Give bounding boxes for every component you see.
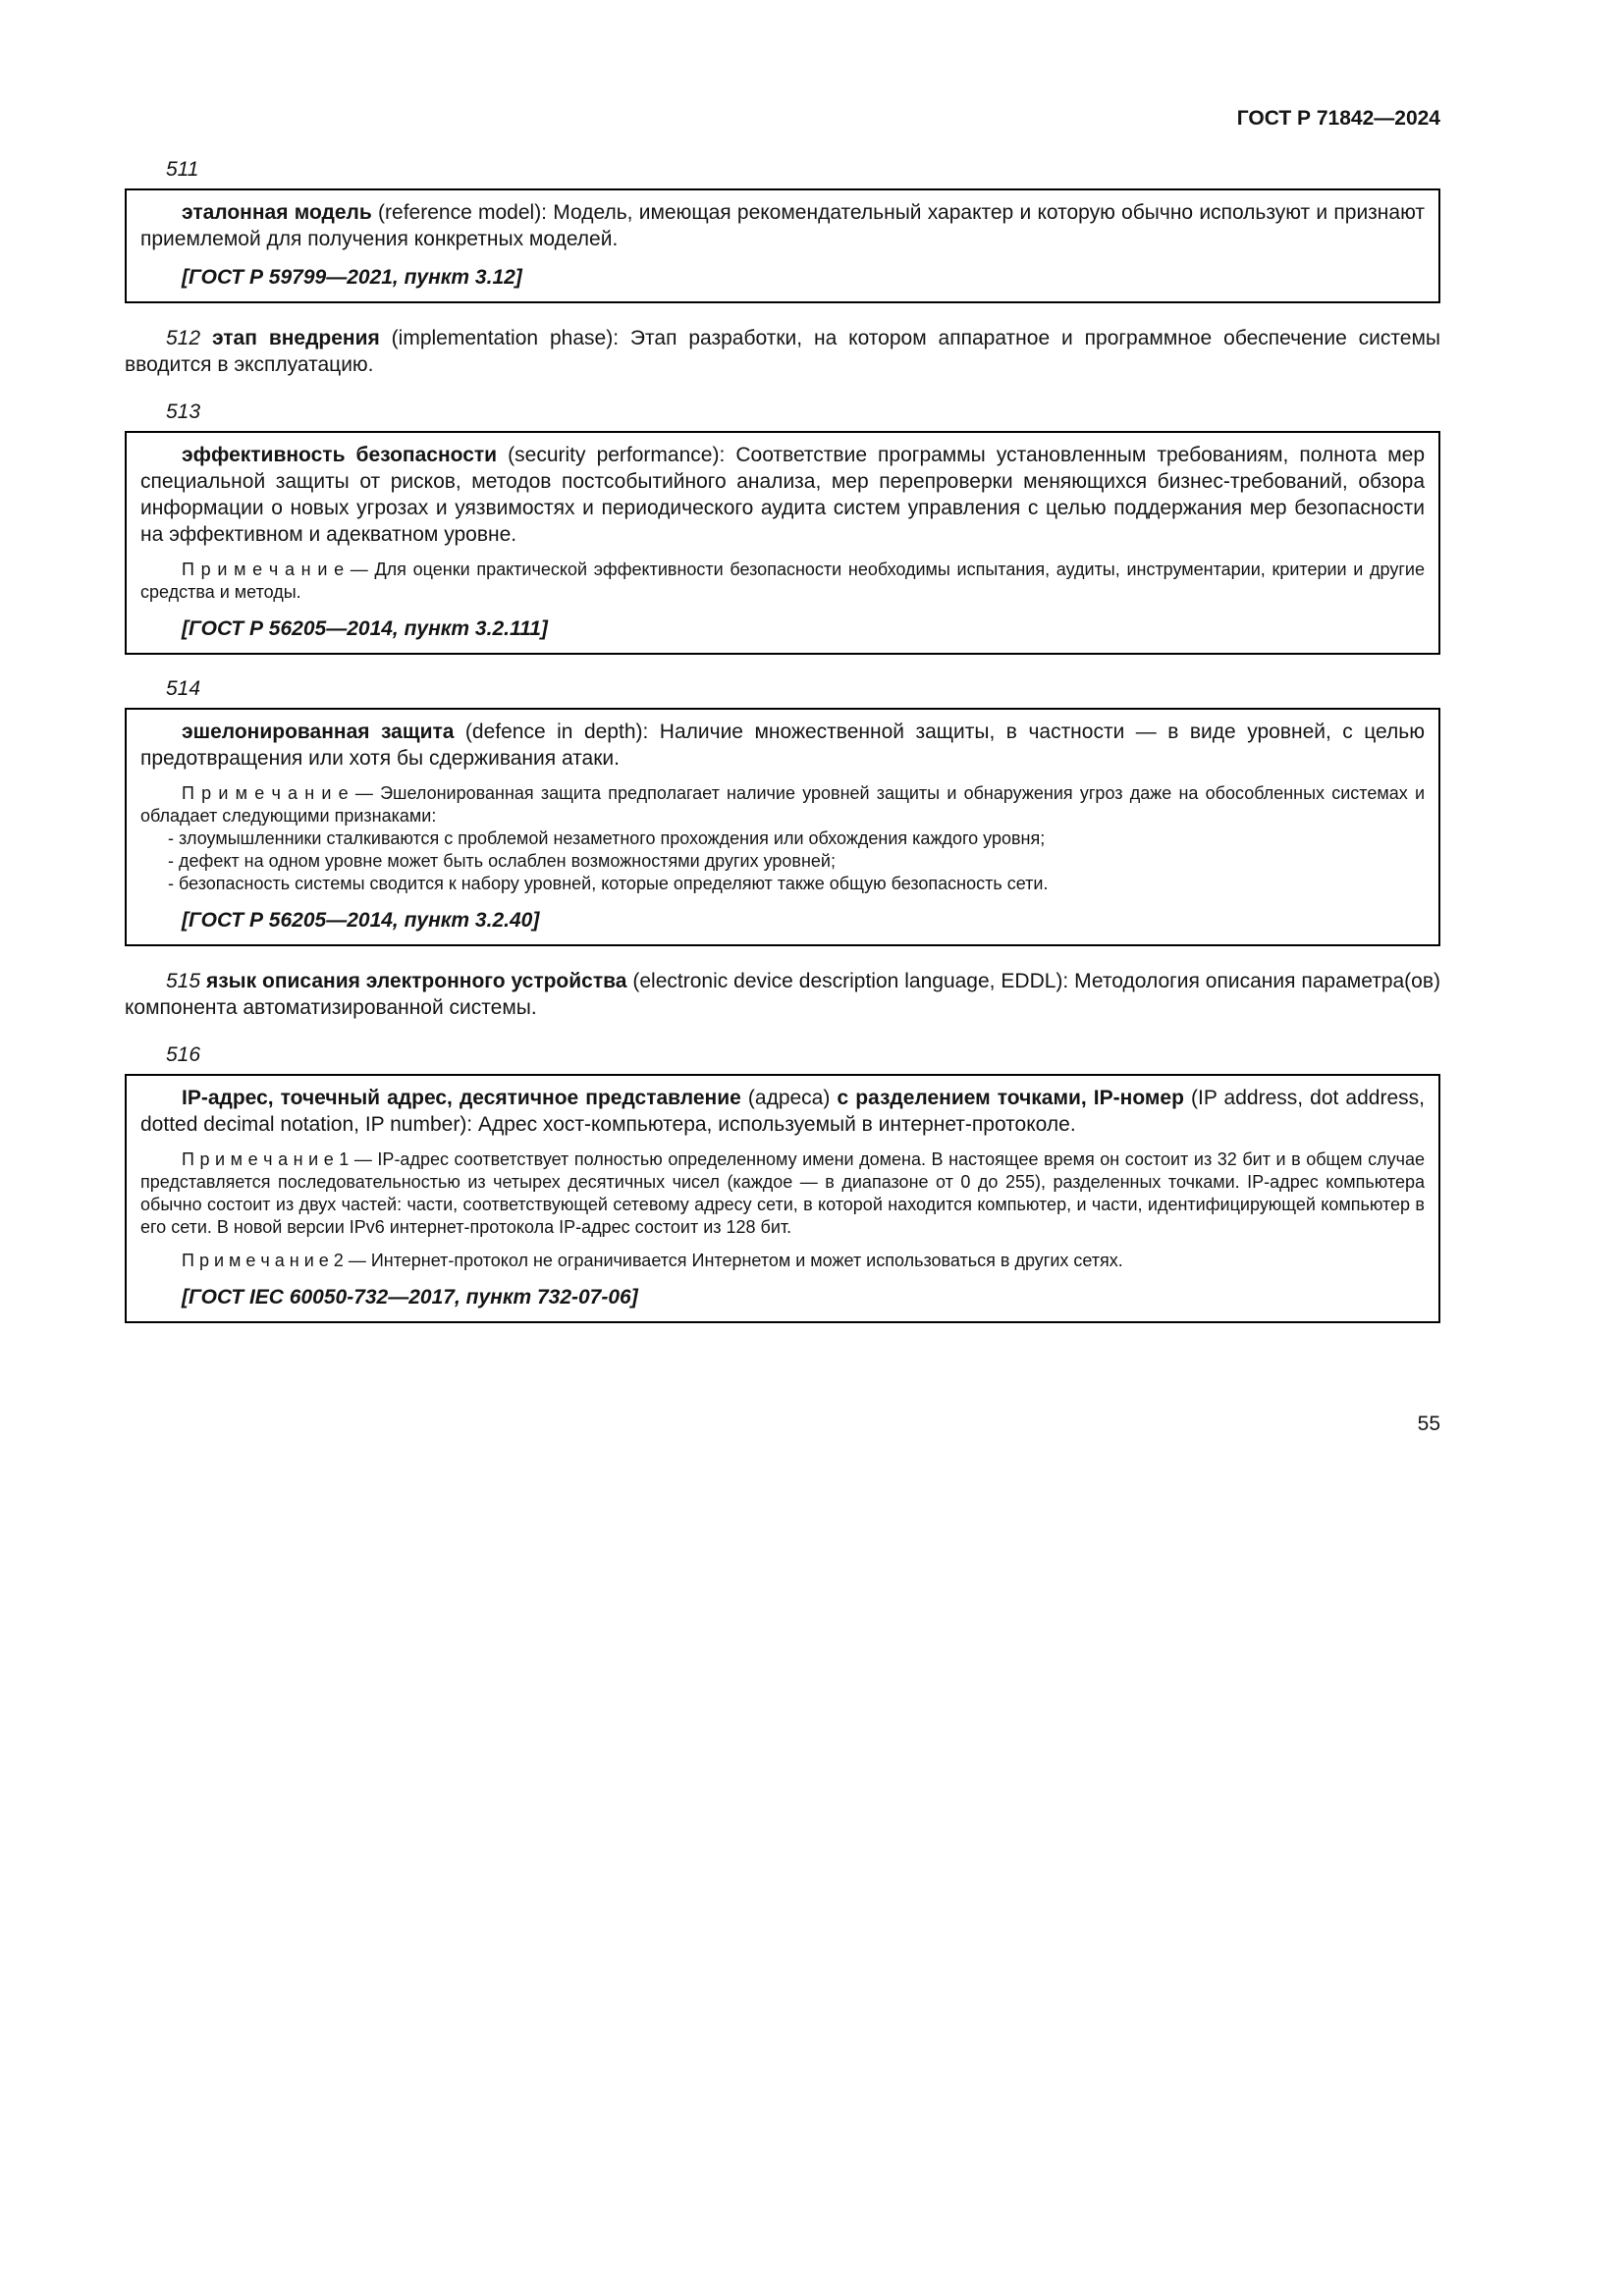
- note-513: [140, 559, 1425, 604]
- entry-512: [125, 325, 1440, 378]
- definition-text-513: (security performance): Соответствие программы установленным требованиям, полнота мер специальной защиты от рисков, методов постсобытийного анализа, мер перепроверки меняющихся бизнес-требований, обзора информации о новых угрозах и уязвимостях и периодического аудита систем управления с целью поддержания мер безопасности на эффективном и адекватном уровне.: [140, 444, 1425, 546]
- note-label-513: П р и м е ч а н и е: [182, 560, 345, 579]
- note-2-text-516: — Интернет-протокол не ограничивается Интернетом и может использоваться в других сетях.: [343, 1251, 1123, 1270]
- term-515: язык описания электронного устройства: [205, 970, 627, 992]
- page-content: [125, 106, 1440, 1323]
- definition-paragraph-511: [140, 199, 1425, 252]
- definition-text-514: (defence in depth): Наличие множественной защиты, в частности — в виде уровней, с целью предотвращения или хотя бы сдерживания атаки.: [140, 721, 1425, 770]
- definition-text-515: (electronic device description language, EDDL): Методология описания параметра(ов) компонента автоматизированной системы.: [125, 970, 1440, 1019]
- note-text-513: — Для оценки практической эффективности безопасности необходимы испытания, аудиты, инструментарии, критерии и другие средства и методы.: [140, 560, 1426, 602]
- source-reference-511: [ГОСТ Р 59799—2021, пункт 3.12]: [182, 266, 522, 289]
- definition-box-511: [125, 188, 1440, 303]
- note-2-516: [140, 1250, 1425, 1272]
- note-label-514: П р и м е ч а н и е: [182, 783, 349, 803]
- entry-number-514: 514: [166, 677, 201, 700]
- entry-515: [125, 968, 1440, 1021]
- definition-text-516: (IP address, dot address, dotted decimal notation, IP number): Адрес хост-компьютера, используемый в интернет-протоколе.: [140, 1087, 1425, 1136]
- term-516-regular: (адреса): [740, 1087, 838, 1109]
- definition-paragraph-513: [140, 442, 1425, 548]
- note-list-item: - дефект на одном уровне может быть ослаблен возможностями других уровней;: [168, 851, 836, 871]
- doc-code: ГОСТ Р 71842—2024: [1236, 107, 1440, 130]
- source-reference-516: [ГОСТ IEC 60050-732—2017, пункт 732-07-06]: [182, 1286, 638, 1308]
- note-1-516: [140, 1148, 1425, 1239]
- term-516-part1: IP-адрес, точечный адрес, десятичное представление: [182, 1087, 741, 1109]
- entry-number-515: 515: [166, 970, 206, 992]
- term-516-part2: с разделением точками, IP-номер: [837, 1087, 1184, 1109]
- source-reference-514: [ГОСТ Р 56205—2014, пункт 3.2.40]: [182, 909, 540, 932]
- entry-number-511: 511: [166, 158, 199, 181]
- definition-text-511: (reference model): Модель, имеющая рекомендательный характер и которую обычно используют и признают приемлемой для получения конкретных моделей.: [140, 201, 1425, 250]
- page-number: 55: [1417, 1413, 1440, 1435]
- note-list-item: - злоумышленники сталкиваются с проблемой незаметного прохождения или обхождения каждого уровня;: [168, 828, 1046, 848]
- definition-box-513: [125, 431, 1440, 655]
- note-2-label-516: П р и м е ч а н и е 2: [182, 1251, 344, 1270]
- definition-box-514: [125, 708, 1440, 946]
- doc-header: [125, 106, 1440, 132]
- term-513: эффективность безопасности: [182, 444, 498, 466]
- entry-number-516: 516: [166, 1043, 201, 1066]
- note-list-item: - безопасность системы сводится к набору уровней, которые определяют также общую безопасность сети.: [168, 874, 1049, 893]
- note-text-514: — Эшелонированная защита предполагает наличие уровней защиты и обнаружения угроз даже на обособленных системах и обладает следующими признаками:: [140, 783, 1425, 826]
- note-514: [140, 782, 1425, 828]
- entry-number-513: 513: [166, 400, 201, 423]
- definition-box-516: [125, 1074, 1440, 1323]
- note-1-text-516: — IP-адрес соответствует полностью определенному имени домена. В настоящее время он состоит из 32 бит и в общем случае представляется последовательностью из четырех десятичных чисел (каждое — в диапазоне от 0 до 255), разделенных точками. IP-адрес компьютера обычно состоит из двух частей: части, соответствующей сетевому адресу сети, в которой находится компьютер, и части, идентифицирующей компьютер в его сети. В новой версии IPv6 интернет-протокола IP-адрес состоит из 128 бит.: [140, 1149, 1425, 1237]
- term-511: эталонная модель: [182, 201, 372, 224]
- note-1-label-516: П р и м е ч а н и е 1: [182, 1149, 350, 1169]
- definition-paragraph-516: [140, 1085, 1425, 1138]
- source-reference-513: [ГОСТ Р 56205—2014, пункт 3.2.111]: [182, 617, 548, 640]
- entry-number-512: 512: [166, 327, 212, 349]
- definition-paragraph-514: [140, 719, 1425, 772]
- definition-text-512: (implementation phase): Этап разработки, на котором аппаратное и программное обеспечение системы вводится в эксплуатацию.: [125, 327, 1440, 376]
- term-514: эшелонированная защита: [182, 721, 455, 743]
- term-512: этап внедрения: [211, 327, 380, 349]
